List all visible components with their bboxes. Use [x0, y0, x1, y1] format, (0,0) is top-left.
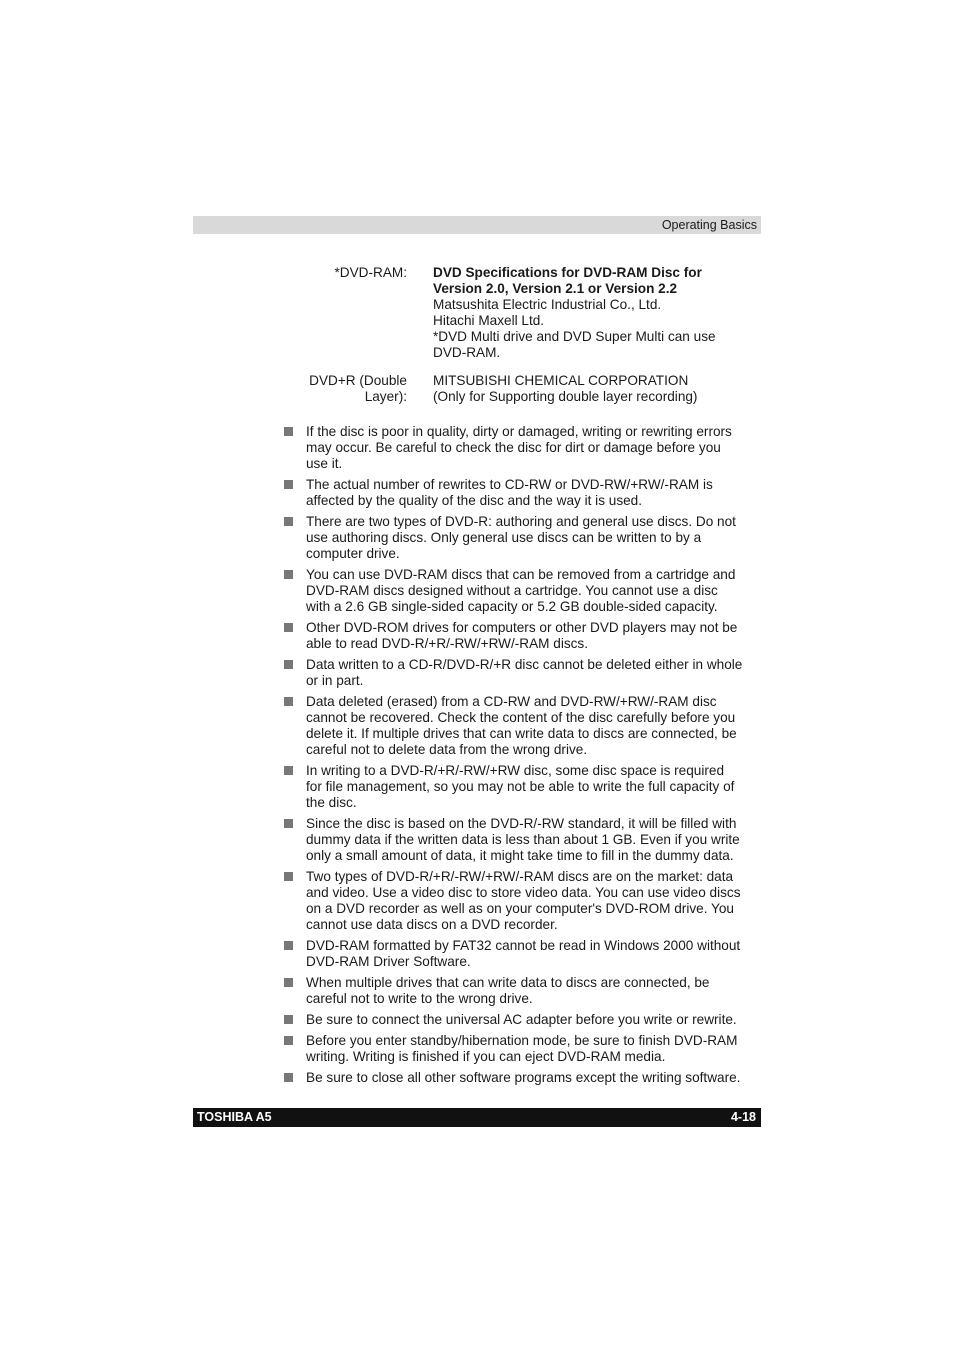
list-item-line: In writing to a DVD-R/+R/-RW/+RW disc, some disc space is required [306, 763, 725, 778]
square-bullet-icon [284, 819, 293, 828]
list-item [283, 1070, 763, 1086]
list-item-line: with a 2.6 GB single-sided capacity or 5.2 GB double-sided capacity. [306, 599, 718, 614]
spec-heading-line: Version 2.0, Version 2.1 or Version 2.2 [433, 281, 678, 296]
list-item-line: The actual number of rewrites to CD-RW or DVD-RW/+RW/-RAM is [306, 477, 713, 492]
page-number: 4-18 [730, 1110, 756, 1124]
list-item [283, 763, 763, 811]
list-item-line: may occur. Be careful to check the disc for dirt or damage before you [306, 440, 721, 455]
list-item-line: Two types of DVD-R/+R/-RW/+RW/-RAM discs are on the market: data [306, 869, 734, 884]
list-item [283, 938, 763, 970]
list-item-line: the disc. [306, 795, 357, 810]
list-item-line: or in part. [306, 673, 364, 688]
list-item [283, 975, 763, 1007]
list-item-line: on a DVD recorder as well as on your computer's DVD-ROM drive. You [306, 901, 734, 916]
list-item-line: Be sure to close all other software programs except the writing software. [306, 1070, 741, 1085]
list-item [283, 657, 763, 689]
list-item-line: If the disc is poor in quality, dirty or damaged, writing or rewriting errors [306, 424, 732, 439]
list-item-line: DVD-RAM discs designed without a cartridge. You cannot use a disc [306, 583, 718, 598]
spec-line: Hitachi Maxell Ltd. [433, 313, 545, 328]
spec-body [433, 265, 763, 361]
list-item-line: Data written to a CD-R/DVD-R/+R disc cannot be deleted either in whole [306, 657, 743, 672]
spec-line: MITSUBISHI CHEMICAL CORPORATION [433, 373, 689, 388]
list-item-line: only a small amount of data, it might take time to fill in the dummy data. [306, 848, 734, 863]
square-bullet-icon [284, 480, 293, 489]
list-item [283, 567, 763, 615]
list-item-line: cannot be recovered. Check the content of the disc carefully before you [306, 710, 736, 725]
list-item [283, 816, 763, 864]
square-bullet-icon [284, 660, 293, 669]
square-bullet-icon [284, 697, 293, 706]
list-item-line: DVD-RAM Driver Software. [306, 954, 471, 969]
spec-heading-line: DVD Specifications for DVD-RAM Disc for [433, 265, 702, 280]
spec-body [433, 373, 763, 405]
spec-line: (Only for Supporting double layer recording) [433, 389, 698, 404]
list-item-line: Before you enter standby/hibernation mode, be sure to finish DVD-RAM [306, 1033, 738, 1048]
square-bullet-icon [284, 978, 293, 987]
list-item [283, 1012, 763, 1028]
list-item-line: affected by the quality of the disc and the way it is used. [306, 493, 643, 508]
list-item-line: able to read DVD-R/+R/-RW/+RW/-RAM discs. [306, 636, 589, 651]
list-item-line: computer drive. [306, 546, 400, 561]
spec-label: DVD+R (Double Layer): [309, 373, 407, 404]
square-bullet-icon [284, 1073, 293, 1082]
list-item-line: writing. Writing is finished if you can eject DVD-RAM media. [306, 1049, 666, 1064]
list-item-line: and video. Use a video disc to store video data. You can use video discs [306, 885, 741, 900]
list-item-line: Data deleted (erased) from a CD-RW and DVD-RW/+RW/-RAM disc [306, 694, 717, 709]
square-bullet-icon [284, 517, 293, 526]
square-bullet-icon [284, 623, 293, 632]
list-item-line: DVD-RAM formatted by FAT32 cannot be read in Windows 2000 without [306, 938, 741, 953]
page-footer [193, 1108, 761, 1127]
section-title: Operating Basics [661, 218, 757, 232]
list-item-line: There are two types of DVD-R: authoring and general use discs. Do not [306, 514, 736, 529]
list-item-line: You can use DVD-RAM discs that can be removed from a cartridge and [306, 567, 736, 582]
list-item-line: Be sure to connect the universal AC adapter before you write or rewrite. [306, 1012, 737, 1027]
caution-bullet-list [283, 424, 763, 1091]
list-item-line: Since the disc is based on the DVD-R/-RW standard, it will be filled with [306, 816, 737, 831]
list-item [283, 1033, 763, 1065]
list-item-line: use it. [306, 456, 343, 471]
list-item-line: cannot use data discs on a DVD recorder. [306, 917, 558, 932]
list-item-line: careful not to delete data from the wrong drive. [306, 742, 588, 757]
square-bullet-icon [284, 941, 293, 950]
spec-line: *DVD Multi drive and DVD Super Multi can use [433, 329, 716, 344]
list-item-line: use authoring discs. Only general use discs can be written to by a [306, 530, 702, 545]
list-item-line: for file management, so you may not be able to write the full capacity of [306, 779, 735, 794]
list-item-line: delete it. If multiple drives that can write data to discs are connected, be [306, 726, 737, 741]
square-bullet-icon [284, 1036, 293, 1045]
spec-line: Matsushita Electric Industrial Co., Ltd. [433, 297, 662, 312]
list-item [283, 620, 763, 652]
model-name: TOSHIBA A5 [197, 1110, 272, 1124]
list-item [283, 424, 763, 472]
square-bullet-icon [284, 1015, 293, 1024]
list-item-line: careful not to write to the wrong drive. [306, 991, 533, 1006]
square-bullet-icon [284, 570, 293, 579]
square-bullet-icon [284, 872, 293, 881]
square-bullet-icon [284, 766, 293, 775]
spec-line: DVD-RAM. [433, 345, 501, 360]
list-item [283, 477, 763, 509]
page-header [193, 216, 761, 234]
square-bullet-icon [284, 427, 293, 436]
list-item-line: Other DVD-ROM drives for computers or other DVD players may not be [306, 620, 738, 635]
list-item-line: When multiple drives that can write data to discs are connected, be [306, 975, 710, 990]
list-item [283, 694, 763, 758]
list-item [283, 869, 763, 933]
list-item-line: dummy data if the written data is less than about 1 GB. Even if you write [306, 832, 740, 847]
list-item [283, 514, 763, 562]
spec-label: *DVD-RAM: [334, 265, 407, 280]
